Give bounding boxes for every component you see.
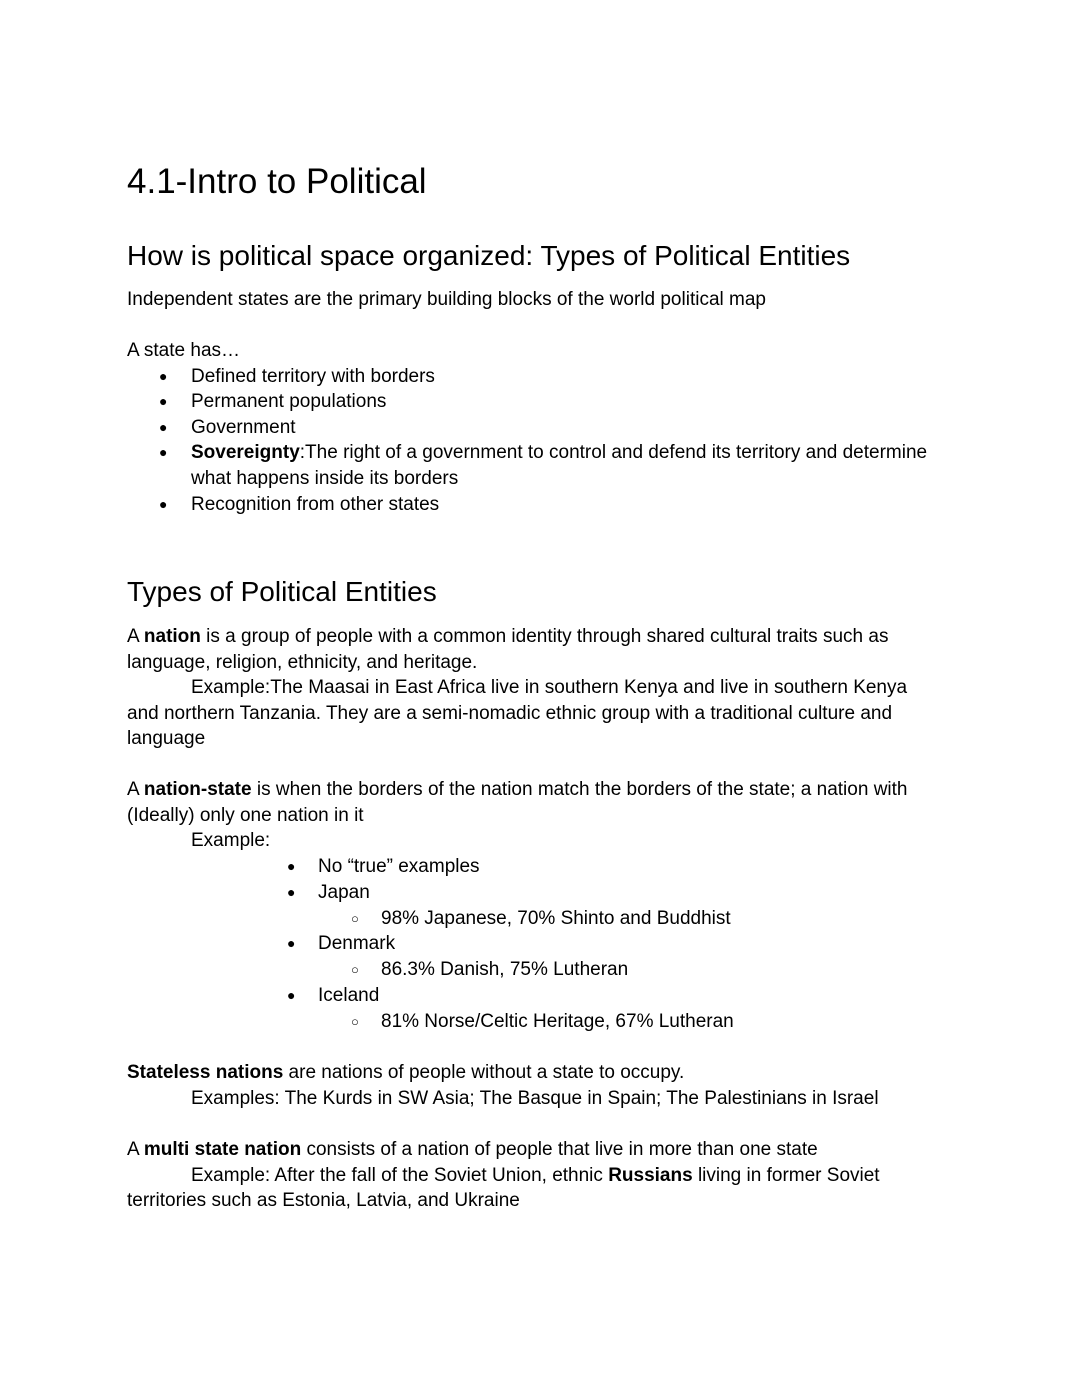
bullet-icon: ● [159,393,168,410]
list-item: ● No “true” examples [127,854,734,880]
section1-heading: How is political space organized: Types of Political Entities [127,240,851,271]
state-requirements-list [127,364,957,518]
stateless-example: Examples: The Kurds in SW Asia; The Basque in Spain; The Palestinians in Israel [191,1087,879,1109]
russians-term: Russians [608,1164,693,1186]
circle-bullet-icon: ○ [351,910,359,926]
bullet-icon: ● [159,495,168,512]
bullet-icon: ● [287,986,296,1003]
nation-example: Example:The Maasai in East Africa live in southern Kenya and live in southern Kenya [191,677,908,699]
section2-heading: Types of Political Entities [127,576,437,607]
sovereignty-term: Sovereignty [191,442,300,464]
list-item: ● Recognition from other states [127,492,957,518]
list-item: ● Government [127,415,957,441]
stateless-nations-definition: Stateless nations are nations of people without a state to occupy. Examples: The Kurds in SW Asia; The Basque in Spain; The Palestinians in Israel [127,1060,957,1111]
nation-state-example-label: Example: [191,830,271,852]
nation-state-examples-list [127,854,734,1035]
nation-state-term: nation-state [143,779,252,800]
nation-definition: A nation is a group of people with a common identity through shared cultural traits such as language, religion, ethnicity, and heritage. Example:The Maasai in East Africa live in southern Kenya and live in southern Kenya and northern Tanzania. They are a semi-nomadic ethnic group with a traditional culture and language [127,624,957,752]
list-item: ● Denmark [127,931,734,957]
list-item: ● Permanent populations [127,389,957,415]
sub-list-item: ○ 86.3% Danish, 75% Lutheran [127,957,734,983]
list-item: ● Sovereignty:The right of a government to control and defend its territory and determine what happens inside its borders [159,442,928,489]
list-item: ● Japan [127,880,734,906]
bullet-icon: ● [159,418,168,435]
sub-list-item: ○ 81% Norse/Celtic Heritage, 67% Lutheran [127,1009,734,1035]
nation-state-definition: A nation-state is when the borders of the nation match the borders of the state; a nation with (Ideally) only one nation in it Example: [127,777,957,854]
multi-state-term: multi state nation [143,1139,302,1160]
bullet-icon: ● [159,367,168,384]
state-has-label: A state has… [127,340,241,361]
list-item: ● Iceland [127,983,734,1009]
circle-bullet-icon: ○ [351,1013,359,1029]
sub-list-item: ○ 98% Japanese, 70% Shinto and Buddhist [127,906,734,932]
bullet-icon: ● [287,883,296,900]
state-requirements [127,338,957,517]
bullet-icon: ● [159,444,168,461]
stateless-term: Stateless nations [127,1062,284,1083]
circle-bullet-icon: ○ [351,962,359,978]
bullet-icon: ● [287,858,296,874]
list-item: ● Defined territory with borders [127,364,957,390]
multi-state-nation-definition: A multi state nation consists of a nation of people that live in more than one state Example: After the fall of the Soviet Union, ethnic Russians living in former Soviet territories such as Estonia, Latvia, and Ukraine [127,1139,880,1212]
nation-term: nation [143,626,201,647]
page-title: 4.1-Intro to Political [127,162,427,201]
section1-intro: Independent states are the primary building blocks of the world political map [127,289,766,310]
bullet-icon: ● [287,935,296,952]
